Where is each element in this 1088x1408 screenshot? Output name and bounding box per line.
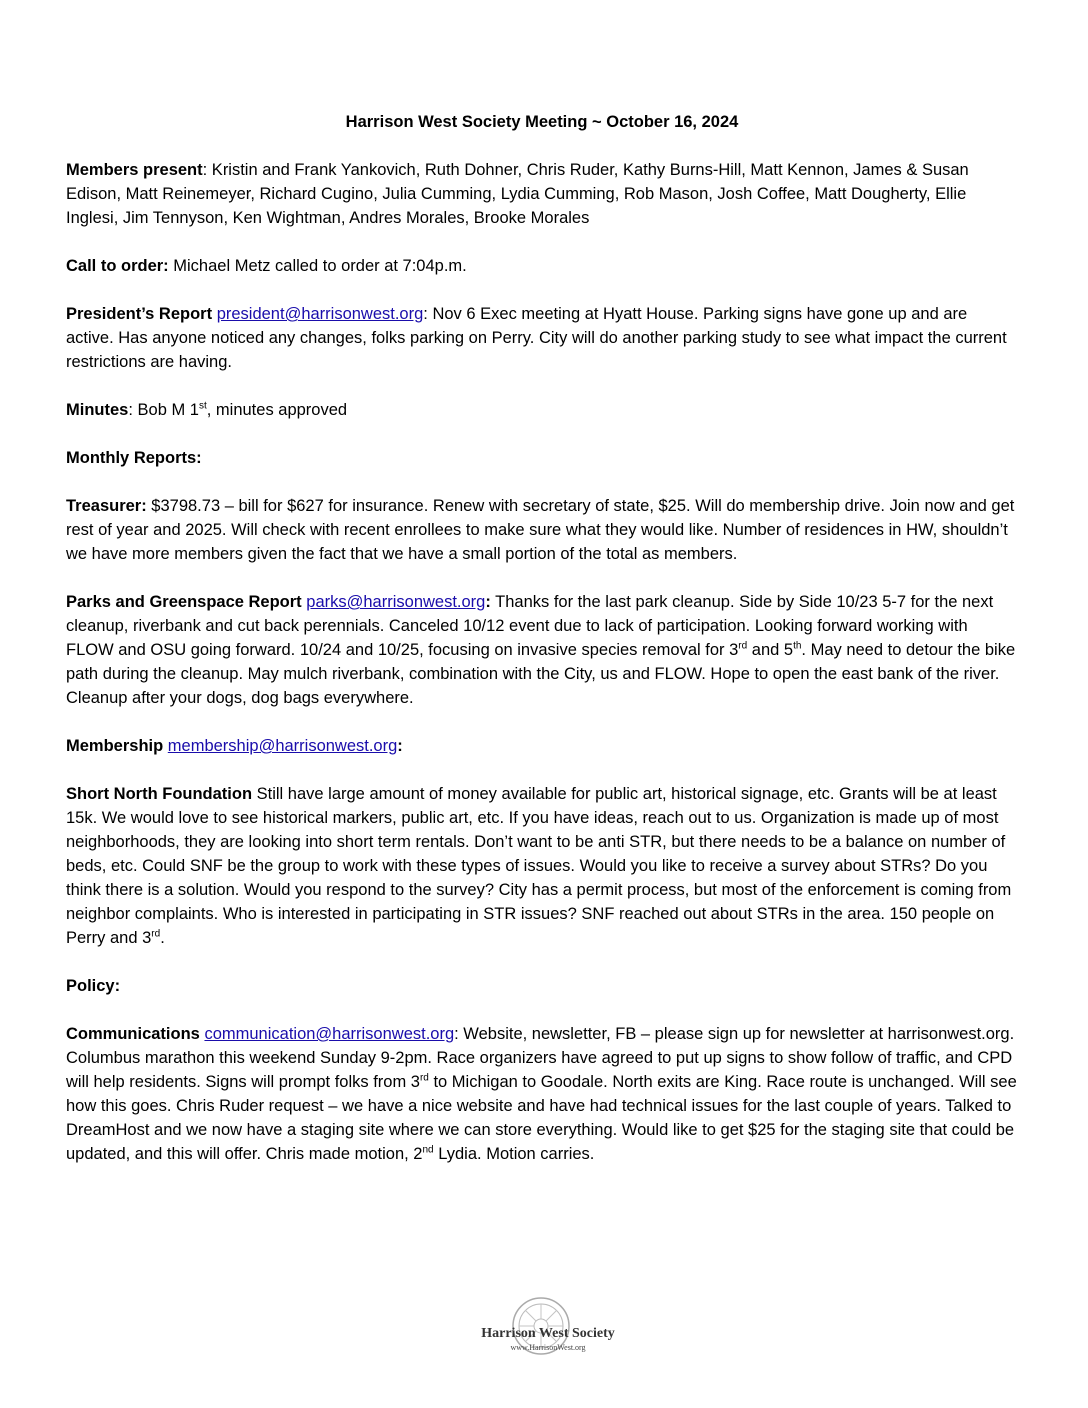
membership-colon: :	[397, 737, 403, 755]
minutes-section	[66, 398, 1018, 422]
treasurer-section	[66, 494, 1018, 566]
communications-text-c: Lydia. Motion carries.	[433, 1145, 595, 1163]
presidents-report-text: : Nov 6 Exec meeting at Hyatt House. Parking signs have gone up and are active. Has anyone noticed any changes, folks parking on Perry. City will do another parking study to see what impact the current restrictions are having.	[66, 305, 1007, 371]
minutes-superscript: st	[198, 400, 207, 412]
communications-superscript-a: rd	[419, 1072, 429, 1084]
short-north-foundation-label: Short North Foundation	[66, 785, 253, 803]
footer-org-url: www.HarrisonWest.org	[510, 1343, 586, 1352]
snf-text-a: Still have large amount of money available for public art, historical signage, etc. Grants will be at least 15k. We would love to see historical markers, public art, etc. If you have ideas, reach out to us. Organization is made up of most neighborhoods, they are looking into short term rentals. Don’t want to be anti STR, but there needs to be a balance on number of beds, etc. Could SNF be the group to work with these types of issues. Would you like to receive a survey about STRs? Do you think there is a solution. Would you respond to the survey? City has a permit process, but most of the enforcement is coming from neighbor complaints. Who is interested in participating in STR issues? SNF reached out about STRs in the area. 150 people on Perry and 3	[66, 785, 1012, 947]
communications-label: Communications	[66, 1025, 200, 1043]
presidents-report-label: President’s Report	[66, 305, 213, 323]
parks-text-c: . May need to detour the bike path during the cleanup. May mulch riverbank, combination with the City, us and FLOW. Hope to open the east bank of the river. Cleanup after your dogs, dog bags everywhere.	[66, 641, 1016, 707]
membership-section	[66, 734, 1018, 758]
minutes-text-b: , minutes approved	[206, 401, 348, 419]
snf-superscript: rd	[151, 928, 161, 940]
call-to-order-label: Call to order:	[66, 257, 169, 275]
membership-label: Membership	[66, 737, 164, 755]
monthly-reports-label: Monthly Reports:	[66, 449, 202, 467]
presidents-report-section	[66, 302, 1018, 374]
communications-text-a: : Website, newsletter, FB – please sign up for newsletter at harrisonwest.org. Columbus marathon this weekend Sunday 9-2pm. Race organizers have agreed to put up signs to show follow of traffic, and CPD will help residents. Signs will prompt folks from 3	[66, 1025, 1015, 1091]
communications-superscript-b: nd	[422, 1144, 434, 1156]
meeting-minutes-document	[66, 110, 1018, 1190]
minutes-text-a: : Bob M 1	[128, 401, 199, 419]
members-present-section	[66, 158, 1018, 230]
parks-text-a: Thanks for the last park cleanup. Side by Side 10/23 5-7 for the next cleanup, riverbank and cut back perennials. Canceled 10/12 event due to lack of participation. Looking forward working with FLOW and OSU going forward. 10/24 and 10/25, focusing on invasive species removal for 3	[66, 593, 994, 659]
parks-text-b: and 5	[747, 641, 794, 659]
parks-colon: :	[485, 593, 491, 611]
communications-text-b: to Michigan to Goodale. North exits are King. Race route is unchanged. Will see how this goes. Chris Ruder request – we have a nice website and have had technical issues for the last couple of years. Talked to DreamHost and we now have a staging site where we can store everything. Would like to get $25 for the staging site that could be updated, and this will offer. Chris made motion, 2	[66, 1073, 1017, 1163]
call-to-order-section	[66, 254, 1018, 278]
parks-superscript-b: th	[793, 640, 802, 652]
monthly-reports-heading	[66, 446, 1018, 470]
members-present-text: : Kristin and Frank Yankovich, Ruth Dohner, Chris Ruder, Kathy Burns-Hill, Matt Kennon, James & Susan Edison, Matt Reinemeyer, Richard Cugino, Julia Cumming, Lydia Cumming, Rob Mason, Josh Coffee, Matt Dougherty, Ellie Inglesi, Jim Tennyson, Ken Wightman, Andres Morales, Brooke Morales	[66, 161, 969, 227]
members-present-label: Members present	[66, 161, 203, 179]
minutes-label: Minutes	[66, 401, 129, 419]
communication-email-link[interactable]: communication@harrisonwest.org	[204, 1025, 455, 1043]
policy-heading	[66, 974, 1018, 998]
membership-email-link[interactable]: membership@harrisonwest.org	[167, 737, 398, 755]
president-email-link[interactable]: president@harrisonwest.org	[216, 305, 424, 323]
parks-report-section	[66, 590, 1018, 710]
parks-report-label: Parks and Greenspace Report	[66, 593, 302, 611]
short-north-foundation-section	[66, 782, 1018, 950]
snf-text-b: .	[160, 929, 165, 947]
parks-email-link[interactable]: parks@harrisonwest.org	[306, 593, 486, 611]
footer-org-name: Harrison West Society	[481, 1326, 615, 1341]
footer-logo	[478, 1296, 618, 1366]
document-title: Harrison West Society Meeting ~ October 16, 2024	[345, 113, 739, 131]
parks-superscript-a: rd	[738, 640, 748, 652]
treasurer-text: $3798.73 – bill for $627 for insurance. Renew with secretary of state, $25. Will do membership drive. Join now and get rest of year and 2025. Will check with recent enrollees to make sure what they would like. Number of residences in HW, shouldn’t we have more members given the fact that we have a small portion of the total as members.	[66, 497, 1015, 563]
policy-label: Policy:	[66, 977, 121, 995]
communications-section	[66, 1022, 1018, 1166]
treasurer-label: Treasurer:	[66, 497, 147, 515]
call-to-order-text: Michael Metz called to order at 7:04p.m.	[168, 257, 467, 275]
